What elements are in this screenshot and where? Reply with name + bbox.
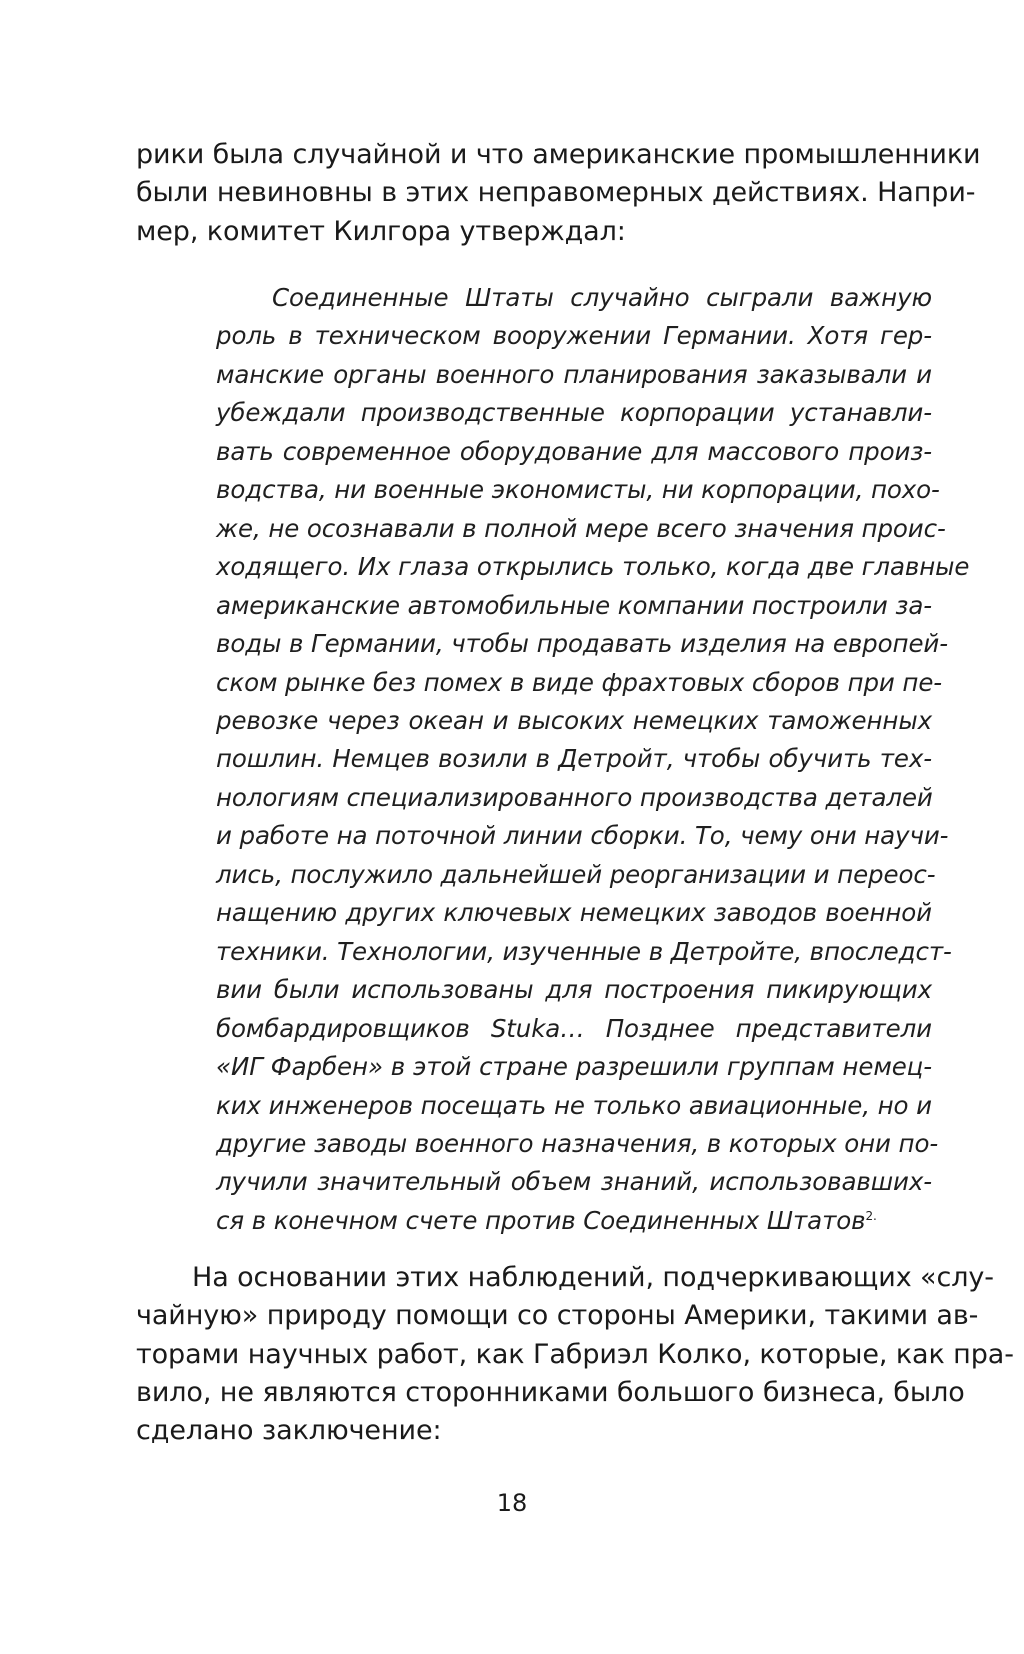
quote-line: американские автомобильные компании построили за- bbox=[216, 590, 932, 620]
intro-paragraph bbox=[136, 136, 981, 251]
conclusion-line: чайную» природу помощи со стороны Америки, такими ав- bbox=[136, 1300, 979, 1332]
quote-line: ревозке через океан и высоких немецких таможенных bbox=[216, 705, 932, 735]
quote-line-text: ся в конечном счете против Соединенных Штатов bbox=[216, 1205, 866, 1235]
quote-line: роль в техническом вооружении Германии. Хотя гер- bbox=[216, 321, 932, 351]
conclusion-line: вило, не являются сторонниками большого бизнеса, было bbox=[136, 1376, 965, 1408]
conclusion-line: сделано заключение: bbox=[136, 1415, 442, 1447]
quote-line: лись, послужило дальнейшей реорганизации и переос- bbox=[216, 859, 936, 889]
conclusion-line: На основании этих наблюдений, подчеркивающих «слу- bbox=[192, 1262, 994, 1293]
quote-line: же, не осознавали в полной мере всего значения проис- bbox=[216, 513, 946, 543]
intro-line: были невиновны в этих неправомерных действиях. Напри- bbox=[136, 177, 976, 209]
quote-line: ких инженеров посещать не только авиационные, но и bbox=[216, 1090, 932, 1120]
intro-line: мер, комитет Килгора утверждал: bbox=[136, 215, 626, 247]
quote-line: бомбардировщиков Stuka… Позднее представители bbox=[216, 1013, 932, 1043]
quote-line: ходящего. Их глаза открылись только, когда две главные bbox=[216, 552, 970, 582]
kilgore-committee-quote bbox=[216, 279, 970, 1240]
quote-line: и работе на поточной линии сборки. То, чему они научи- bbox=[216, 821, 949, 851]
quote-line: манские органы военного планирования заказывали и bbox=[216, 359, 932, 389]
footnote-reference: 2. bbox=[865, 1208, 877, 1223]
quote-line: воды в Германии, чтобы продавать изделия на европей- bbox=[216, 629, 948, 659]
quote-last-line bbox=[216, 1202, 932, 1240]
quote-line: лучили значительный объем знаний, использовавших- bbox=[216, 1167, 932, 1197]
conclusion-line: торами научных работ, как Габриэл Колко, которые, как пра- bbox=[136, 1338, 1014, 1370]
quote-line: водства, ни военные экономисты, ни корпорации, похо- bbox=[216, 475, 940, 505]
quote-line: вать современное оборудование для массового произ- bbox=[216, 436, 932, 466]
intro-line: рики была случайной и что американские промышленники bbox=[136, 139, 981, 170]
page-number: 18 bbox=[496, 1489, 528, 1517]
conclusion-paragraph bbox=[136, 1259, 1014, 1450]
quote-line: нащению других ключевых немецких заводов военной bbox=[216, 898, 932, 928]
quote-line: пошлин. Немцев возили в Детройт, чтобы обучить тех- bbox=[216, 744, 932, 774]
quote-line: техники. Технологии, изученные в Детройте, впоследст- bbox=[216, 936, 952, 966]
quote-line: убеждали производственные корпорации устанавли- bbox=[216, 398, 932, 428]
quote-line: нологиям специализированного производства деталей bbox=[216, 782, 933, 812]
quote-line: «ИГ Фарбен» в этой стране разрешили группам немец- bbox=[216, 1052, 932, 1082]
quote-line: ском рынке без помех в виде фрахтовых сборов при пе- bbox=[216, 667, 943, 697]
quote-line: другие заводы военного назначения, в которых они по- bbox=[216, 1128, 939, 1158]
quote-line: вии были использованы для построения пикирующих bbox=[216, 975, 932, 1005]
quote-line: Соединенные Штаты случайно сыграли важную bbox=[272, 283, 932, 312]
